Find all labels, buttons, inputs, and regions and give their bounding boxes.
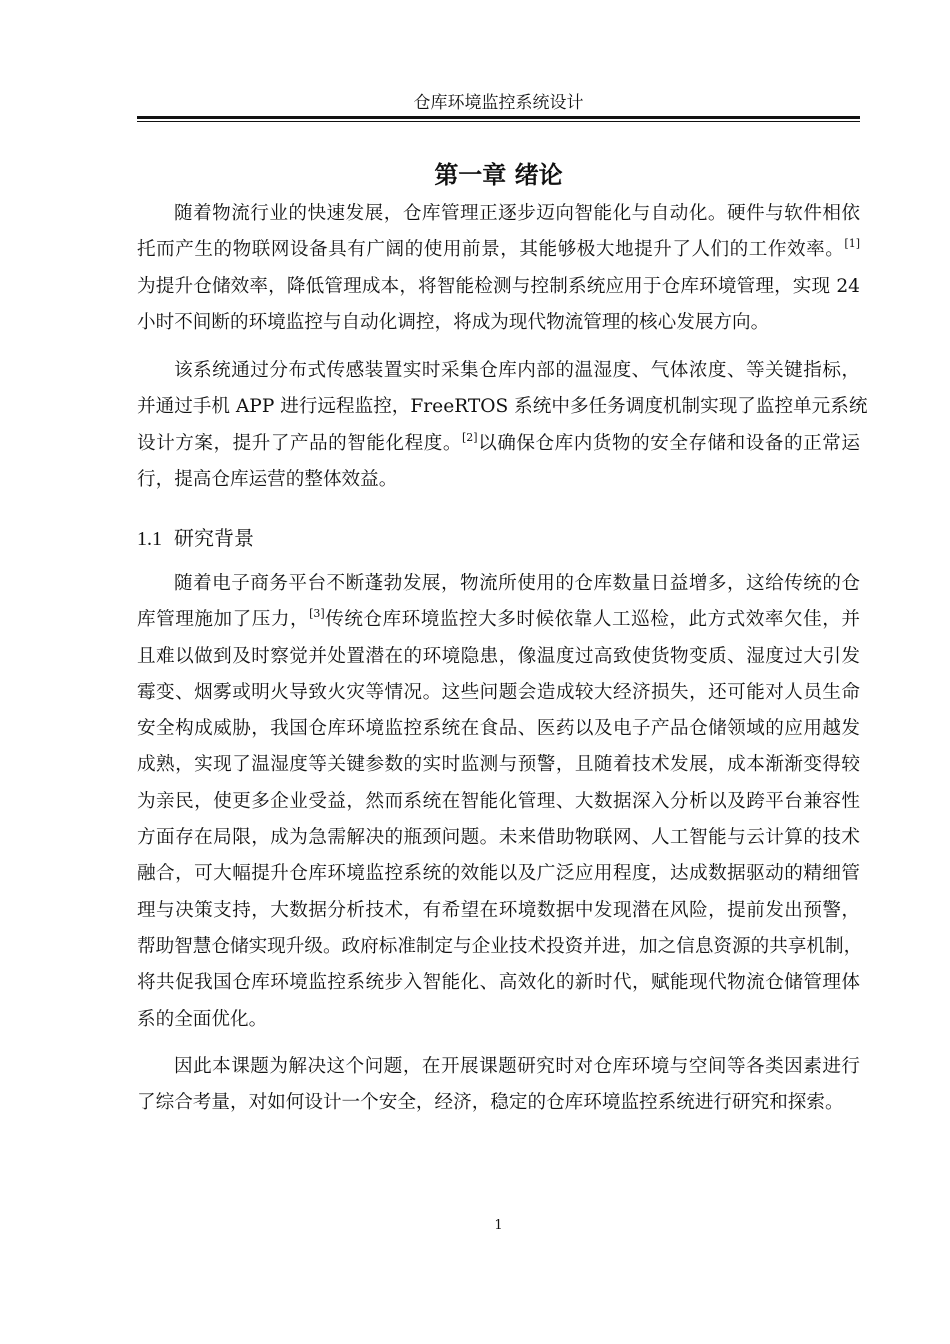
text-run: 随着电子商务平台不断蓬勃发展，物流所使用的仓库数量日益增多，这给传统的仓 [174,573,860,594]
text-run: 安全构成威胁，我国仓库环境监控系统在食品、医药以及电子产品仓储领域的应用越发 [137,718,860,740]
citation-ref: [3] [309,607,325,621]
page-number: 1 [494,1218,503,1233]
text-run: 帮助智慧仓储实现升级。政府标准制定与企业技术投资并进，加之信息资源的共享机制， [137,935,863,957]
text-run: 为亲民，使更多企业受益，然而系统在智能化管理、大数据深入分析以及跨平台兼容性 [137,790,860,812]
text-line [137,196,860,232]
text-run: 行，提高仓库运营的整体效益。 [137,468,398,490]
text-run: 理与决策支持，大数据分析技术，有希望在环境数据中发现潜在风险，提前发出预警， [137,899,860,921]
text-run: 将共促我国仓库环境监控系统步入智能化、高效化的新时代，赋能现代物流仓储管理体 [137,972,860,994]
text-line [137,1002,860,1038]
paragraph-3 [137,566,863,1038]
citation-ref: [2] [462,430,478,444]
text-run: 融合，可大幅提升仓库环境监控系统的效能以及广泛应用程度，达成数据驱动的精细管 [137,863,860,885]
running-head: 仓库环境监控系统设计 [413,93,584,113]
text-line [137,675,860,711]
text-run: 小时不间断的环境监控与自动化调控，将成为现代物流管理的核心发展方向。 [137,311,770,333]
text-line [137,269,860,305]
text-line [137,856,860,892]
text-line [137,893,860,929]
section-heading [137,522,254,551]
text-line [137,389,868,425]
text-run: 了综合考量，对如何设计一个安全，经济，稳定的仓库环境监控系统进行研究和探索。 [137,1092,844,1114]
text-run: 托而产生的物联网设备具有广阔的使用前景，其能够极大地提升了人们的工作效率。 [137,239,845,261]
text-line [137,639,860,675]
paragraph-2 [137,353,868,498]
header-rule-thick [137,116,860,119]
text-line [137,353,860,389]
header-rule-thin [137,121,860,122]
text-line [137,1049,860,1085]
text-run: 霉变、烟雾或明火导致火灾等情况。这些问题会造成较大经济损失，还可能对人员生命 [137,681,860,703]
text-line [137,747,860,783]
text-run: 该系统通过分布式传感装置实时采集仓库内部的温湿度、气体浓度、等关键指标， [174,360,860,381]
text-run: 传统仓库环境监控大多时候依靠人工巡检，此方式效率欠佳，并 [324,609,860,631]
text-line [137,711,860,747]
text-line [137,462,860,498]
text-run: 随着物流行业的快速发展，仓库管理正逐步迈向智能化与自动化。硬件与软件相依 [174,203,860,224]
text-run: 设计方案，提升了产品的智能化程度。 [137,432,463,454]
text-run: 因此本课题为解决这个问题，在开展课题研究时对仓库环境与空间等各类因素进行 [174,1056,860,1077]
text-line [137,566,860,602]
text-run: 为提升仓储效率，降低管理成本，将智能检测与控制系统应用于仓库环境管理，实现 24 [137,275,860,297]
text-line [137,820,860,856]
section-title: 研究背景 [174,526,254,550]
text-line [137,784,860,820]
text-line [137,426,860,462]
text-run: 以确保仓库内货物的安全存储和设备的正常运 [477,432,860,454]
text-line [137,929,863,965]
text-run: 系的全面优化。 [137,1008,268,1030]
text-run: 并通过手机 APP 进行远程监控，FreeRTOS 系统中多任务调度机制实现了监控单元系统 [137,396,868,418]
text-run: 库管理施加了压力， [137,609,310,631]
text-run: 方面存在局限，成为急需解决的瓶颈问题。未来借助物联网、人工智能与云计算的技术 [137,827,860,849]
text-run: 且难以做到及时察觉并处置潜在的环境隐患，像温度过高致使货物变质、湿度过大引发 [137,645,860,667]
chapter-title: 第一章 绪论 [434,161,563,189]
citation-ref: [1] [844,237,860,251]
text-line [137,602,860,638]
text-line [137,1085,860,1121]
text-line [137,232,860,268]
text-line [137,305,860,341]
paragraph-1 [137,196,860,341]
text-run: 成熟，实现了温湿度等关键参数的实时监测与预警，且随着技术发展，成本渐渐变得较 [137,754,860,776]
section-number: 1.1 [137,528,162,550]
text-line [137,965,860,1001]
paragraph-4 [137,1049,860,1122]
